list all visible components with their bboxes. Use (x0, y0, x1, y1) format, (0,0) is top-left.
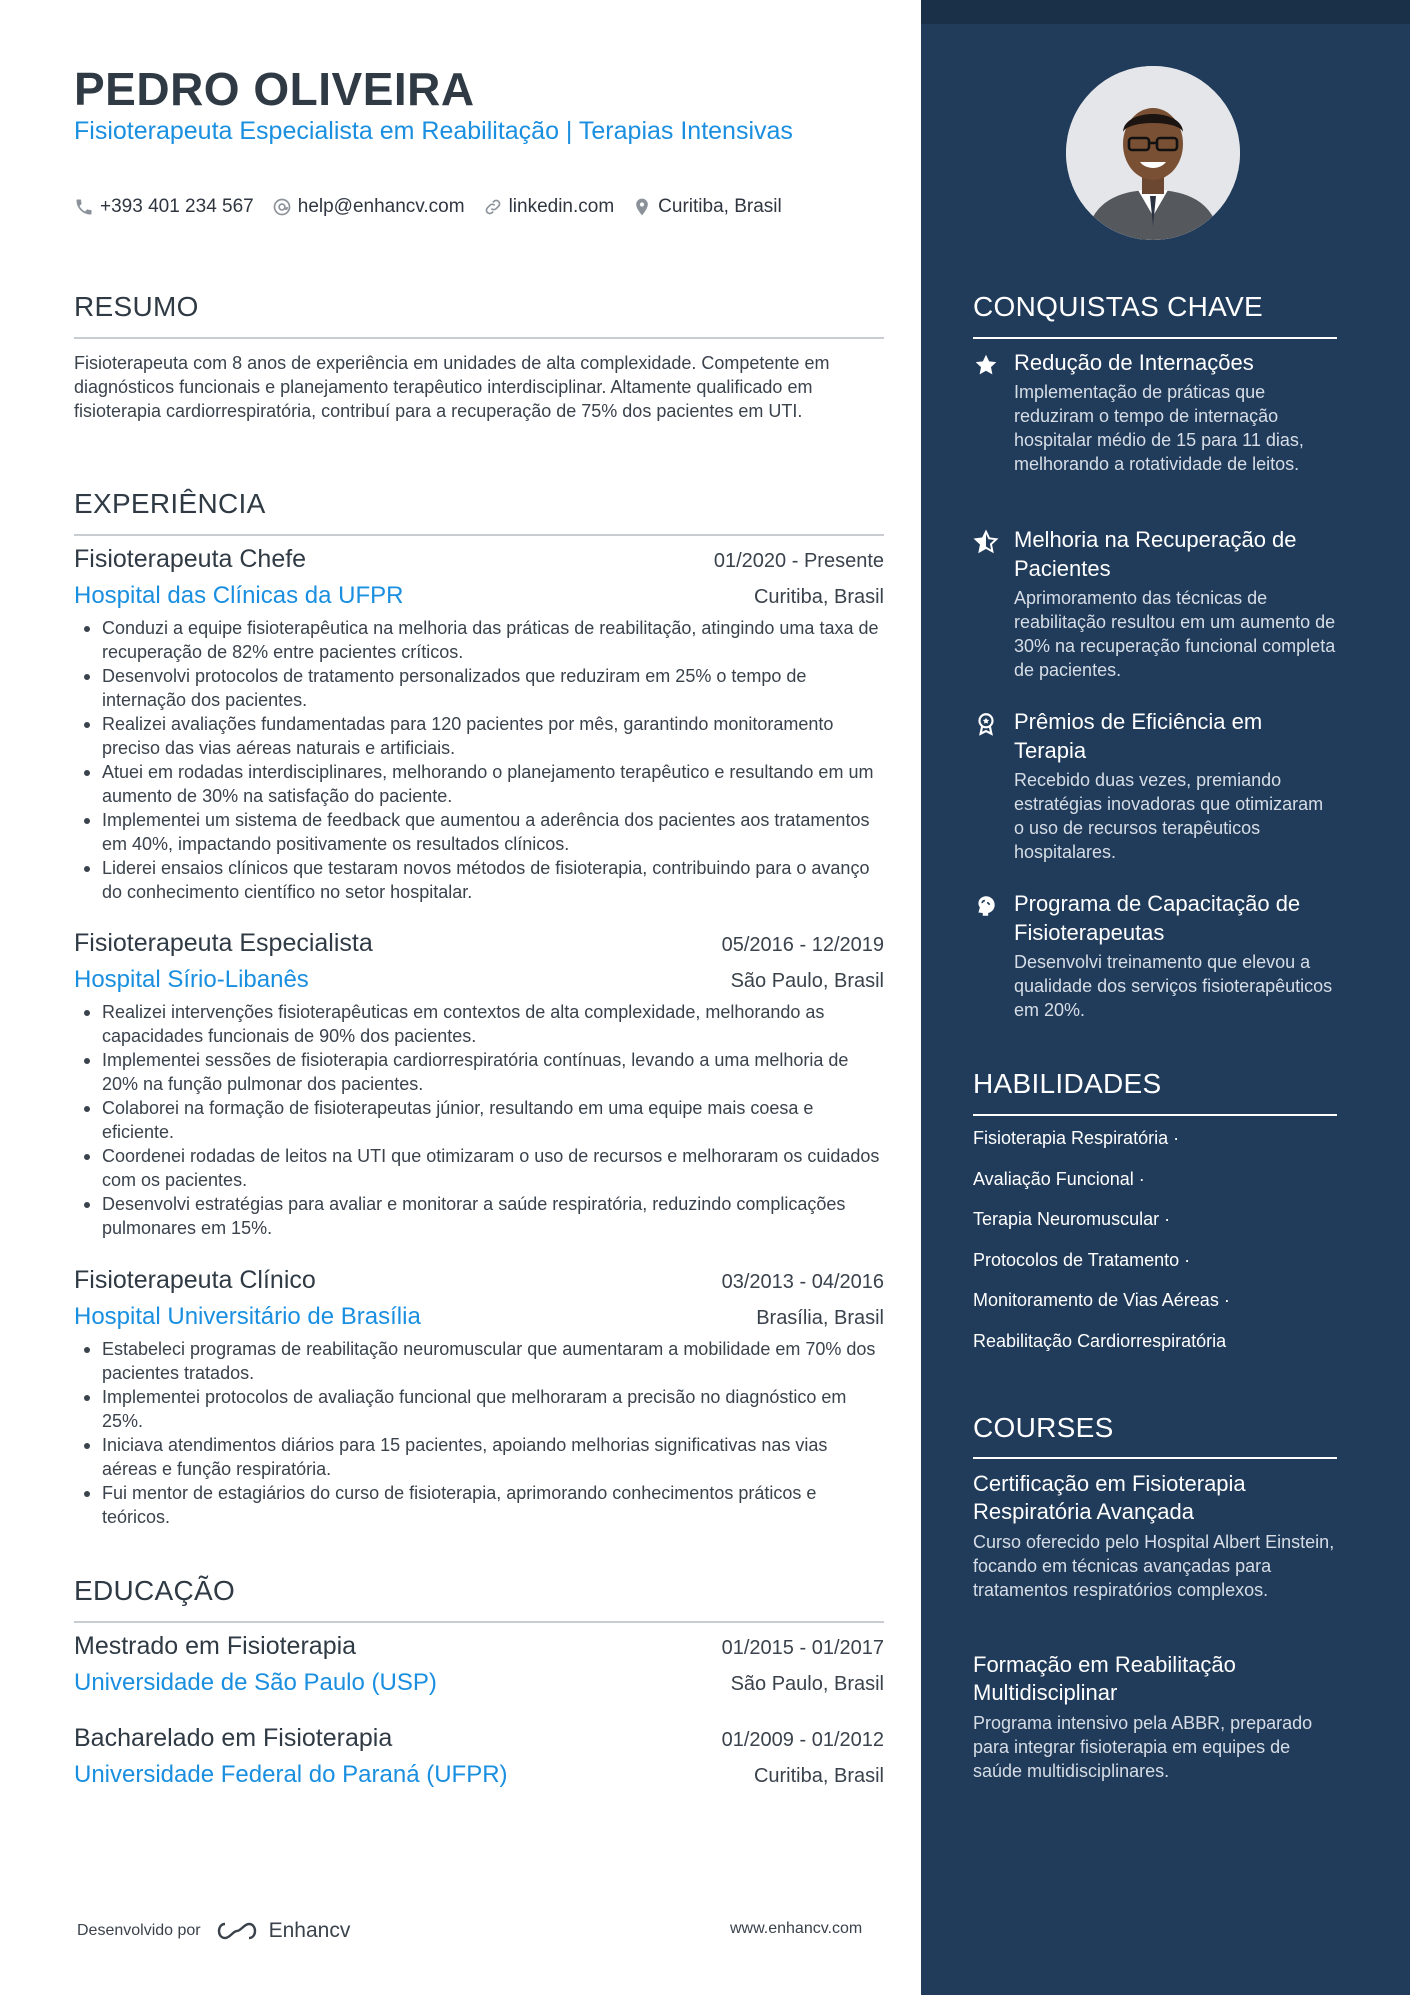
contact-linkedin[interactable] (483, 196, 615, 218)
phone-text: +393 401 234 567 (100, 196, 254, 217)
achievement-item (973, 889, 1337, 1022)
skills-title: HABILIDADES (973, 1068, 1162, 1099)
footer-branding (77, 1918, 350, 1944)
course-desc: Curso oferecido pelo Hospital Albert Einstein, focando em técnicas avançadas para tratamentos respiratórios complexos. (973, 1532, 1335, 1600)
edu-location: São Paulo, Brasil (730, 1673, 884, 1695)
job-bullet: Conduzi a equipe fisioterapêutica na melhoria das práticas de reabilitação, atingindo uma taxa de recuperação de 82% entre pacientes críticos. (74, 616, 884, 664)
experience-rule (74, 534, 884, 536)
job-bullets (74, 1000, 884, 1240)
job-dates: 03/2013 - 04/2016 (721, 1271, 884, 1293)
location-pin-icon (632, 197, 652, 217)
footer-website[interactable]: www.enhancv.com (730, 1920, 863, 1937)
half-star-icon (973, 529, 999, 555)
summary-title: RESUMO (74, 291, 199, 322)
achievement-desc: Desenvolvi treinamento que elevou a qualidade dos serviços fisioterapêuticos em 20%. (1014, 952, 1333, 1020)
link-icon (483, 197, 503, 217)
linkedin-text: linkedin.com (508, 196, 615, 217)
job-entry (74, 929, 884, 1240)
avatar-illustration (1066, 66, 1240, 240)
at-icon (272, 197, 292, 217)
edu-dates: 01/2009 - 01/2012 (721, 1729, 884, 1751)
achievements-title: CONQUISTAS CHAVE (973, 291, 1264, 322)
achievement-title: Prêmios de Eficiência em Terapia (1014, 709, 1263, 763)
education-title: EDUCAÇÃO (74, 1575, 236, 1606)
job-org[interactable]: Hospital Universitário de Brasília (74, 1303, 421, 1330)
brain-icon (973, 893, 999, 919)
contact-email[interactable] (272, 196, 465, 218)
achievement-item (973, 348, 1337, 476)
achievements-rule (973, 337, 1337, 339)
job-bullet: Colaborei na formação de fisioterapeutas júnior, resultando em uma equipe mais coesa e eficiente. (74, 1096, 884, 1144)
skill-item: Protocolos de Tratamento · (973, 1250, 1191, 1270)
job-org[interactable]: Hospital Sírio-Libanês (74, 966, 309, 993)
avatar (1066, 66, 1240, 240)
skill-item: Avaliação Funcional · (973, 1169, 1145, 1189)
candidate-name: PEDRO OLIVEIRA (74, 63, 475, 115)
skill-item: Reabilitação Cardiorrespiratória (973, 1331, 1227, 1351)
job-role: Fisioterapeuta Especialista (74, 929, 373, 957)
job-bullet: Realizei intervenções fisioterapêuticas em contextos de alta complexidade, melhorando as capacidades funcionais de 90% dos pacientes. (74, 1000, 884, 1048)
achievement-desc: Aprimoramento das técnicas de reabilitação resultou em um aumento de 30% na recuperação funcional completa de pacientes. (1014, 588, 1336, 680)
job-role: Fisioterapeuta Chefe (74, 545, 307, 573)
job-bullet: Coordenei rodadas de leitos na UTI que otimizaram o uso de recursos e melhoraram os cuidados com os pacientes. (74, 1144, 884, 1192)
summary-text: Fisioterapeuta com 8 anos de experiência em unidades de alta complexidade. Competente em diagnósticos funcionais e planejamento terapêutico interdisciplinar. Altamente qualificado em fisioterapia cardiorrespiratória, contribuí para a recuperação de 75% dos pacientes em UTI. (74, 353, 830, 421)
achievement-item (973, 707, 1337, 864)
courses-rule (973, 1457, 1337, 1459)
summary-rule (74, 337, 884, 339)
job-location: Curitiba, Brasil (753, 586, 884, 608)
job-bullet: Estabeleci programas de reabilitação neuromuscular que aumentaram a mobilidade em 70% dos pacientes tratados. (74, 1337, 884, 1385)
job-bullet: Desenvolvi estratégias para avaliar e monitorar a saúde respiratória, reduzindo complicações pulmonares em 15%. (74, 1192, 884, 1240)
job-bullets (74, 616, 884, 904)
award-icon (973, 711, 999, 737)
edu-degree: Bacharelado em Fisioterapia (74, 1724, 393, 1752)
achievement-title: Melhoria na Recuperação de Pacientes (1014, 527, 1297, 581)
job-bullet: Implementei protocolos de avaliação funcional que melhoraram a precisão no diagnóstico em 25%. (74, 1385, 884, 1433)
course-item (973, 1651, 1337, 1783)
job-bullet: Realizei avaliações fundamentadas para 120 pacientes por mês, garantindo monitoramento preciso das vias aéreas naturais e artificiais. (74, 712, 884, 760)
footer-developed-by: Desenvolvido por (77, 1922, 201, 1939)
job-dates: 05/2016 - 12/2019 (721, 934, 884, 956)
edu-location: Curitiba, Brasil (753, 1765, 884, 1787)
phone-icon (74, 197, 94, 217)
email-text: help@enhancv.com (297, 196, 465, 217)
skills-rule (973, 1114, 1337, 1116)
job-entry (74, 545, 884, 904)
achievement-title: Programa de Capacitação de Fisioterapeutas (1014, 891, 1301, 945)
contact-bar (74, 196, 800, 218)
job-bullet: Implementei sessões de fisioterapia cardiorrespiratória contínuas, levando a uma melhoria de 20% na função pulmonar dos pacientes. (74, 1048, 884, 1096)
course-item (973, 1470, 1337, 1602)
candidate-subtitle: Fisioterapeuta Especialista em Reabilitação | Terapias Intensivas (74, 117, 793, 145)
education-entry (74, 1632, 884, 1697)
job-org[interactable]: Hospital das Clínicas da UFPR (74, 582, 404, 609)
job-bullet: Desenvolvi protocolos de tratamento personalizados que reduziram em 25% o tempo de internação dos pacientes. (74, 664, 884, 712)
job-bullet: Fui mentor de estagiários do curso de fisioterapia, aprimorando conhecimentos práticos e teóricos. (74, 1481, 884, 1529)
course-desc: Programa intensivo pela ABBR, preparado para integrar fisioterapia em equipes de saúde multidisciplinares. (973, 1713, 1313, 1781)
experience-title: EXPERIÊNCIA (74, 488, 266, 519)
job-bullet: Implementei um sistema de feedback que aumentou a aderência dos pacientes aos tratamentos em 40%, impactando positivamente os resultados clínicos. (74, 808, 884, 856)
courses-title: COURSES (973, 1412, 1114, 1443)
star-icon (973, 352, 999, 378)
job-role: Fisioterapeuta Clínico (74, 1266, 316, 1294)
job-dates: 01/2020 - Presente (713, 550, 884, 572)
contact-location (632, 196, 782, 218)
job-entry (74, 1266, 884, 1529)
job-bullet: Atuei em rodadas interdisciplinares, melhorando o planejamento terapêutico e resultando em um aumento de 30% na satisfação do paciente. (74, 760, 884, 808)
achievement-desc: Recebido duas vezes, premiando estratégias inovadoras que otimizaram o uso de recursos terapêuticos hospitalares. (1014, 770, 1324, 862)
footer-brand: Enhancv (268, 1919, 351, 1942)
job-location: São Paulo, Brasil (730, 970, 884, 992)
enhancv-logo-icon (213, 1918, 261, 1944)
edu-school[interactable]: Universidade Federal do Paraná (UFPR) (74, 1761, 508, 1788)
education-rule (74, 1621, 884, 1623)
skill-item: Terapia Neuromuscular · (973, 1209, 1171, 1229)
job-bullet: Liderei ensaios clínicos que testaram novos métodos de fisioterapia, contribuindo para o avanço do conhecimento científico no setor hospitalar. (74, 856, 884, 904)
course-title: Certificação em Fisioterapia Respiratória Avançada (973, 1471, 1246, 1524)
job-bullets (74, 1337, 884, 1529)
location-text: Curitiba, Brasil (658, 196, 782, 217)
job-location: Brasília, Brasil (756, 1307, 884, 1329)
sidebar-top-band (921, 0, 1410, 24)
job-bullet: Iniciava atendimentos diários para 15 pacientes, apoiando melhorias significativas nas vias aéreas e função respiratória. (74, 1433, 884, 1481)
edu-degree: Mestrado em Fisioterapia (74, 1632, 357, 1660)
achievement-desc: Implementação de práticas que reduziram o tempo de internação hospitalar médio de 15 para 11 dias, melhorando a rotatividade de leitos. (1014, 382, 1304, 474)
skill-item: Monitoramento de Vias Aéreas · (973, 1290, 1230, 1310)
achievement-title: Redução de Internações (1014, 350, 1254, 375)
achievement-item (973, 525, 1337, 682)
edu-school[interactable]: Universidade de São Paulo (USP) (74, 1669, 437, 1696)
edu-dates: 01/2015 - 01/2017 (721, 1637, 884, 1659)
skill-item: Fisioterapia Respiratória · (973, 1128, 1180, 1148)
contact-phone[interactable] (74, 196, 254, 218)
course-title: Formação em Reabilitação Multidisciplinar (973, 1652, 1236, 1705)
education-entry (74, 1724, 884, 1789)
